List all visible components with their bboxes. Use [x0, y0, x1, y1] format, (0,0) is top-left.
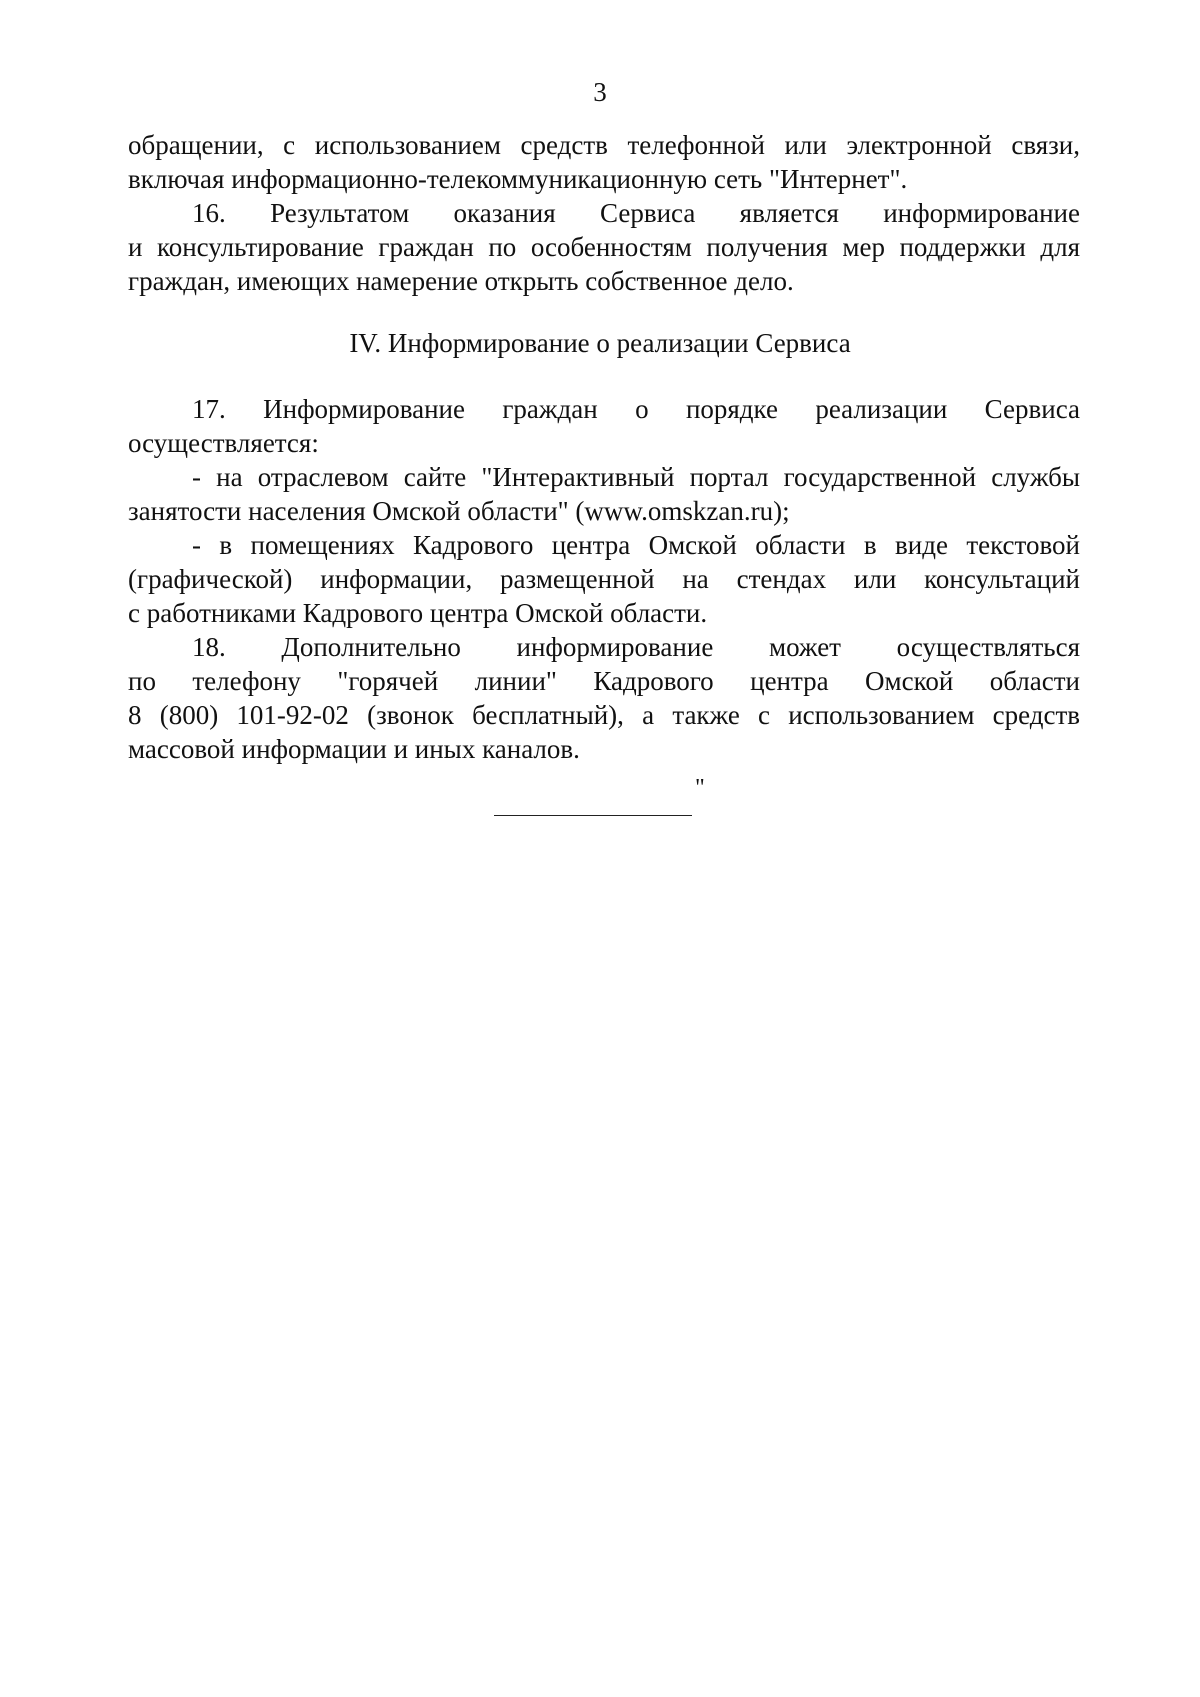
text-line: обращении, с использованием средств телефонной или электронной связи, — [128, 130, 1080, 160]
paragraph-bullet-premises — [128, 528, 1080, 630]
text-line: с работниками Кадрового центра Омской области. — [128, 598, 708, 628]
text-line: по телефону "горячей линии" Кадрового центра Омской области — [128, 666, 1080, 696]
paragraph-item-17 — [128, 392, 1080, 460]
closing-separator — [494, 775, 705, 816]
text-line: 8 (800) 101-92-02 (звонок бесплатный), а также с использованием средств — [128, 700, 1080, 730]
text-line: граждан, имеющих намерение открыть собственное дело. — [128, 266, 794, 296]
text-line: 17. Информирование граждан о порядке реализации Сервиса — [192, 394, 1080, 424]
text-line: и консультирование граждан по особенностям получения мер поддержки для — [128, 232, 1080, 262]
text-line: массовой информации и иных каналов. — [128, 734, 580, 764]
text-line: (графической) информации, размещенной на стендах или консультаций — [128, 564, 1080, 594]
body-text-lower — [128, 392, 1080, 766]
text-line: - в помещениях Кадрового центра Омской области в виде текстовой — [192, 530, 1080, 560]
text-line: 18. Дополнительно информирование может осуществляться — [192, 632, 1080, 662]
text-line: осуществляется: — [128, 428, 319, 458]
paragraph-item-16 — [128, 196, 1080, 298]
paragraph-bullet-website — [128, 460, 1080, 528]
text-line: занятости населения Омской области" (www.omskzan.ru); — [128, 496, 790, 526]
paragraph-item-18 — [128, 630, 1080, 766]
closing-quote-mark: " — [695, 775, 705, 801]
separator-line — [494, 815, 692, 816]
text-line: - на отраслевом сайте "Интерактивный портал государственной службы — [192, 462, 1080, 492]
page-number: 3 — [593, 77, 607, 107]
body-text-upper — [128, 128, 1080, 298]
text-line: включая информационно-телекоммуникационную сеть "Интернет". — [128, 164, 908, 194]
section-heading: IV. Информирование о реализации Сервиса — [349, 328, 851, 358]
text-line: 16. Результатом оказания Сервиса является информирование — [192, 198, 1080, 228]
paragraph-continuation — [128, 128, 1080, 196]
